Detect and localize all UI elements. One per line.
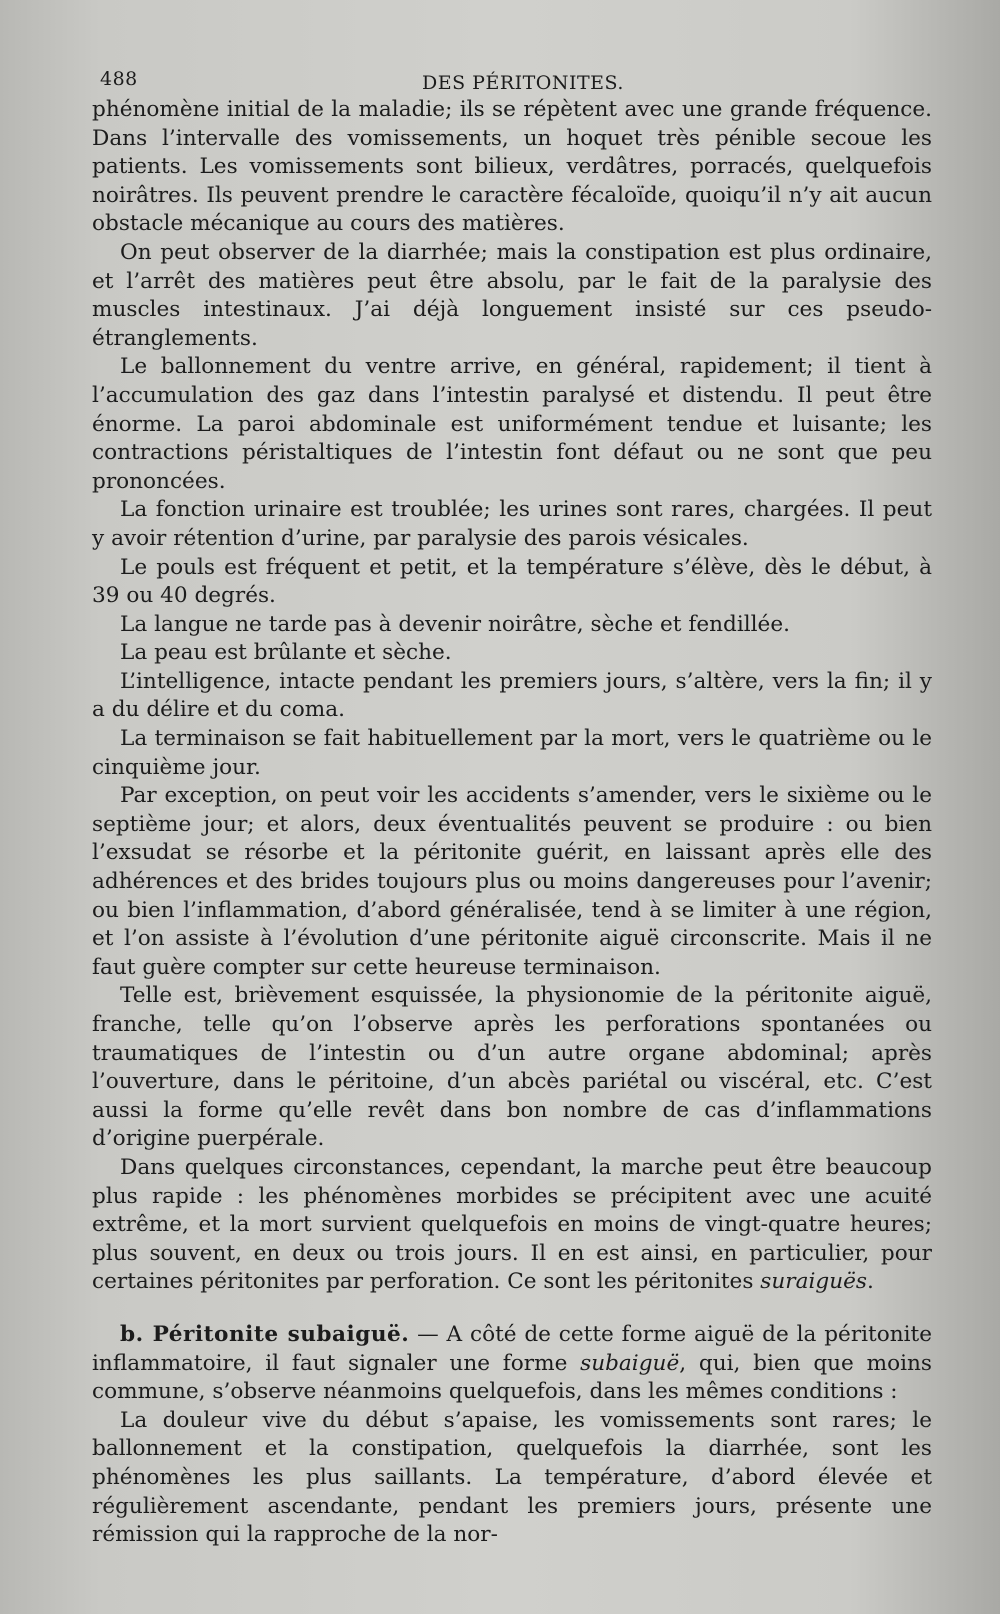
paragraph: La douleur vive du début s’apaise, les vomissements sont rares; le ballonnement et la constipation, quelquefois la diarrhée, sont les phénomènes les plus saillants. La température, d’abord élevée et régulièrement ascendante, pendant les premiers jours, présente une rémission qui la rapproche de la nor-	[92, 1407, 932, 1548]
section-gap	[92, 1297, 932, 1321]
paragraph: L’intelligence, intacte pendant les premiers jours, s’altère, vers la fin; il y a du délire et du coma.	[92, 668, 932, 723]
paragraph-suraigue	[92, 1154, 932, 1297]
paragraph: Le pouls est fréquent et petit, et la température s’élève, dès le début, à 39 ou 40 degrés.	[92, 554, 932, 609]
page-number: 488	[100, 68, 138, 90]
paragraph: Par exception, on peut voir les accidents s’amender, vers le sixième ou le septième jour; et alors, deux éventualités peuvent se produire : ou bien l’exsudat se résorbe et la péritonite guérit, en laissant après elle des adhérences et des brides toujours plus ou moins dangereuses pour l’avenir; ou bien l’inflammation, d’abord généralisée, tend à se limiter à une région, et l’on assiste à l’évolution d’une péritonite aiguë circonscrite. Mais il ne faut guère compter sur cette heureuse terminaison.	[92, 783, 932, 980]
paragraph: La langue ne tarde pas à devenir noirâtre, sèche et fendillée.	[120, 611, 790, 637]
subsection-heading: b. Péritonite subaiguë.	[120, 1321, 410, 1347]
subsection-intro-text: — A côté de cette forme aiguë de la péritonite inflammatoire, il faut signaler une forme	[92, 1321, 933, 1376]
italic-term: subaiguë	[580, 1350, 680, 1376]
italic-term: suraiguës	[760, 1269, 867, 1295]
paragraph: Telle est, brièvement esquissée, la physionomie de la péritonite aiguë, franche, telle qu’on l’observe après les perforations spontanées ou traumatiques de l’intestin ou d’un autre organe abdominal; après l’ouverture, dans le péritoine, d’un abcès pariétal ou viscéral, etc. C’est aussi la forme qu’elle revêt dans bon nombre de cas d’inflammations d’origine puerpérale.	[92, 983, 932, 1152]
running-title: DES PÉRITONITES.	[422, 72, 624, 94]
paragraph: On peut observer de la diarrhée; mais la constipation est plus ordinaire, et l’arrêt des matières peut être absolu, par le fait de la paralysie des muscles intestinaux. J’ai déjà longuement insisté sur ces pseudo-étranglements.	[92, 239, 932, 351]
paragraph-text: Dans quelques circonstances, cependant, la marche peut être beaucoup plus rapide : les phénomènes morbides se précipitent avec une acuité extrême, et la mort survient quelquefois en moins de vingt-quatre heures; plus souvent, en deux ou trois jours. Il en est ainsi, en particulier, pour certaines péritonites par perforation. Ce sont les péritonites	[92, 1154, 932, 1295]
subsection-intro-text-end: , qui, bien que moins commune, s’observe néanmoins quelquefois, dans les mêmes conditions :	[92, 1350, 932, 1405]
running-head	[92, 62, 938, 96]
body-text	[92, 96, 932, 1550]
paragraph: Le ballonnement du ventre arrive, en général, rapidement; il tient à l’accumulation des gaz dans l’intestin paralysé et distendu. Il peut être énorme. La paroi abdominale est uniformément tendue et luisante; les contractions péristaltiques de l’intestin font défaut ou ne sont que peu prononcées.	[92, 354, 932, 494]
paragraph: La fonction urinaire est troublée; les urines sont rares, chargées. Il peut y avoir rétention d’urine, par paralysie des parois vésicales.	[92, 497, 932, 551]
paragraph: La terminaison se fait habituellement par la mort, vers le quatrième ou le cinquième jour.	[92, 726, 932, 780]
paragraph: phénomène initial de la maladie; ils se répètent avec une grande fréquence. Dans l’intervalle des vomissements, un hoquet très pénible secoue les patients. Les vomissements sont bilieux, verdâtres, porracés, quelquefois noirâtres. Ils peuvent prendre le caractère fécaloïde, quoiqu’il n’y ait aucun obstacle mécanique au cours des matières.	[92, 97, 932, 237]
subsection-intro	[92, 1321, 932, 1407]
paragraph: La peau est brûlante et sèche.	[120, 640, 452, 666]
paragraph-end: .	[866, 1269, 874, 1295]
